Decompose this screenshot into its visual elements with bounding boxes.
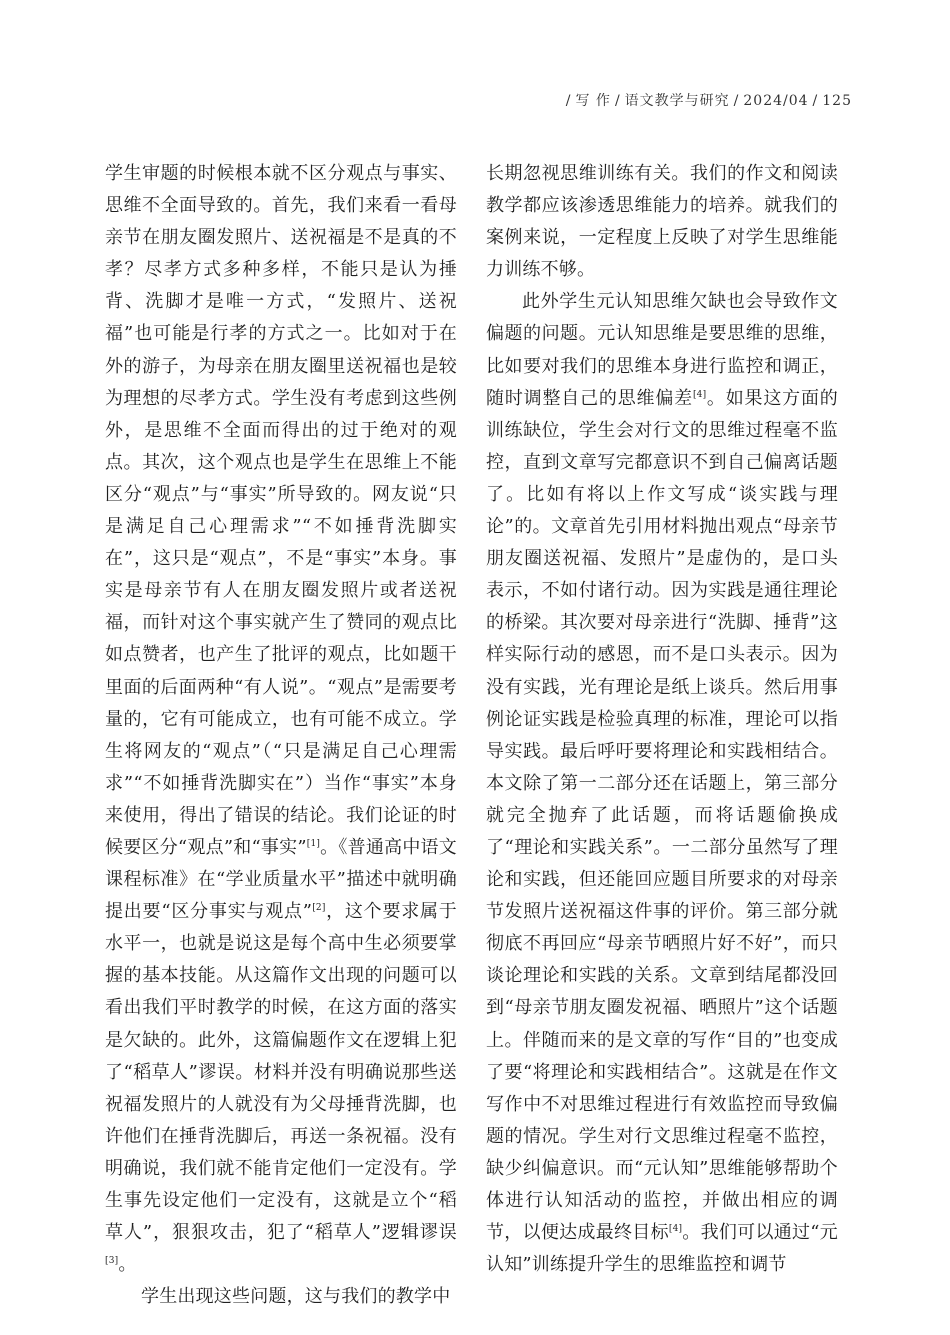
text-run: 学生审题的时候根本就不区分观点与事实、思维不全面导致的。首先，我们来看一看母亲节在朋友圈发照片、送祝福是不是真的不孝？尽孝方式多种多样，不能只是认为捶背、洗脚才是唯一方式，“发照片、送祝福”也可能是行孝的方式之一。比如对于在外的游子，为母亲在朋友圈里送祝福也是较为理想的尽孝方式。学生没有考虑到这些例外，是思维不全面而得出的过于绝对的观点。其次，这个观点也是学生在思维上不能区分“观点”与“事实”所导致的。网友说“只是满足自己心理需求”“不如捶背洗脚实在”，这只是“观点”，不是“事实”本身。事实是母亲节有人在朋友圈发照片或者送祝福，而针对这个事实就产生了赞同的观点比如点赞者，也产生了批评的观点，比如题干里面的后面两种“有人说”。“观点”是需要考量的，它有可能成立，也有可能不成立。学生将网友的“观点”（“只是满足自己心理需求”“不如捶背洗脚实在”）当作“事实”本身来使用，得出了错误的结论。我们论证的时候要区分“观点”和“事实” (105, 163, 457, 858)
citation-ref: [2] (312, 903, 326, 914)
text-run: 此外学生元认知思维欠缺也会导致作文偏题的问题。元认知思维是要思维的思维，比如要对我们的思维本身进行监控和调正，随时调整自己的思维偏差 (486, 291, 838, 409)
text-run: ，这个要求属于水平一，也就是说这是每个高中生必须要掌握的基本技能。从这篇作文出现的问题可以看出我们平时教学的时候，在这方面的落实是欠缺的。此外，这篇偏题作文在逻辑上犯了“稻草人”谬误。材料并没有明确说那些送祝福发照片的人就没有为父母捶背洗脚，也许他们在捶背洗脚后，再送一条祝福。没有明确说，我们就不能肯定他们一定没有。学生事先设定他们一定没有，这就是立个“稻草人”，狠狠攻击，犯了“稻草人”逻辑谬误 (105, 901, 457, 1244)
paragraph (486, 286, 838, 1281)
text-run: 。《普通高中语文课程标准》在“学业质量水平”描述中就明确提出要“区分事实与观点” (105, 836, 457, 923)
paragraph: 长期忽视思维训练有关。我们的作文和阅读教学都应该渗透思维能力的培养。就我们的案例来说，一定程度上反映了对学生思维能力训练不够。 (486, 163, 838, 281)
header-date: 2024/04 (743, 93, 809, 109)
right-column (486, 158, 838, 1281)
citation-ref: [4] (692, 389, 707, 400)
left-column (105, 158, 457, 1313)
header-section: 写 作 (575, 93, 611, 109)
citation-ref: [4] (668, 1224, 683, 1235)
citation-ref: [1] (306, 838, 321, 849)
running-header: / 写 作 / 语文教学与研究 / 2024/04 / 125 (565, 93, 852, 109)
text-run: 。我们可以通过“元认知”训练提升学生的思维监控和调节 (486, 1222, 838, 1276)
citation-ref: [3] (105, 1256, 119, 1267)
paragraph (105, 158, 457, 1281)
text-run: 。如果这方面的训练缺位，学生会对行文的思维过程毫不监控，直到文章写完都意识不到自己偏离话题了。比如有将以上作文写成“谈实践与理论”的。文章首先引用材料抛出观点“母亲节朋友圈送祝福、发照片”是虚伪的，是口头表示，不如付诸行动。因为实践是通往理论的桥梁。其次要对母亲进行“洗脚、捶背”这样实际行动的感恩，而不是口头表示。因为没有实践，光有理论是纸上谈兵。然后用事例论证实践是检验真理的标准，理论可以指导实践。最后呼吁要将理论和实践相结合。本文除了第一二部分还在话题上，第三部分就完全抛弃了此话题，而将话题偷换成了“理论和实践关系”。一二部分虽然写了理论和实践，但还能回应题目所要求的对母亲节发照片送祝福这件事的评价。第三部分就彻底不再回应“母亲节晒照片好不好”，而只谈论理论和实践的关系。文章到结尾都没回到“母亲节朋友圈发祝福、晒照片”这个话题上。伴随而来的是文章的写作“目的”也变成了要“将理论和实践相结合”。这就是在作文写作中不对思维过程进行有效监控而导致偏题的情况。学生对行文思维过程毫不监控，缺少纠偏意识。而“元认知”思维能够帮助个体进行认知活动的监控，并做出相应的调节，以便达成最终目标 (486, 387, 839, 1244)
paragraph: 学生出现这些问题，这与我们的教学中 (141, 1286, 451, 1308)
text-run: 。 (118, 1254, 137, 1276)
page-number: 125 (822, 93, 852, 109)
header-journal: 语文教学与研究 (624, 93, 730, 109)
